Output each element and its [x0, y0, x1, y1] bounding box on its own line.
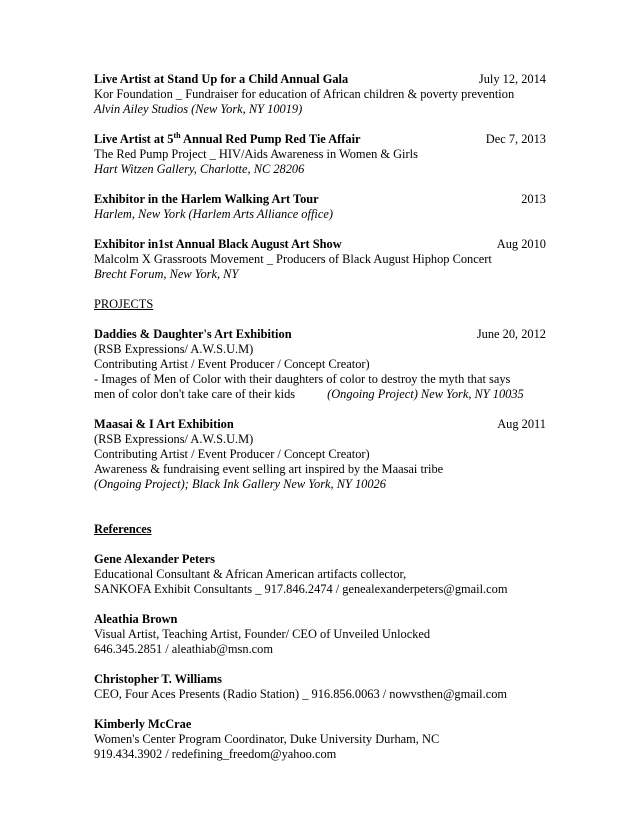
event-description: Kor Foundation _ Fundraiser for education of African children & poverty prevention	[94, 87, 515, 101]
project-date: Aug 2011	[497, 417, 546, 431]
reference-line: 646.345.2851 / aleathiab@msn.com	[94, 642, 273, 656]
event-title: Exhibitor in1st Annual Black August Art Show	[94, 237, 342, 251]
event-date: 2013	[521, 192, 546, 206]
event-description: Malcolm X Grassroots Movement _ Producers of Black August Hiphop Concert	[94, 252, 492, 266]
project-date: June 20, 2012	[476, 327, 546, 341]
reference-line: CEO, Four Aces Presents (Radio Station) _ 916.856.0063 / nowvsthen@gmail.com	[94, 687, 508, 701]
event-header	[94, 237, 546, 252]
project-line: (RSB Expressions/ A.W.S.U.M)	[94, 432, 254, 446]
event-title-superscript: th	[173, 130, 181, 140]
reference-name: Kimberly McCrae	[94, 717, 192, 731]
project-line: (RSB Expressions/ A.W.S.U.M)	[94, 342, 254, 356]
event-entry	[94, 132, 546, 177]
project-line-tail: (Ongoing Project) New York, NY 10035	[327, 387, 524, 401]
project-entry	[94, 417, 546, 492]
project-header	[94, 327, 546, 342]
reference-name: Gene Alexander Peters	[94, 552, 215, 566]
event-location: Harlem, New York (Harlem Arts Alliance office)	[94, 207, 333, 221]
reference-name: Aleathia Brown	[94, 612, 178, 626]
event-header	[94, 72, 546, 87]
project-line: Contributing Artist / Event Producer / Concept Creator)	[94, 447, 370, 461]
project-line: Contributing Artist / Event Producer / Concept Creator)	[94, 357, 370, 371]
reference-line: 919.434.3902 / redefining_freedom@yahoo.com	[94, 747, 337, 761]
event-location: Brecht Forum, New York, NY	[94, 267, 239, 281]
reference-line: Educational Consultant & African American artifacts collector,	[94, 567, 407, 581]
reference-entry	[94, 552, 546, 597]
event-entry	[94, 237, 546, 282]
resume-content	[94, 72, 546, 777]
event-entry	[94, 192, 546, 222]
project-line: Awareness & fundraising event selling art inspired by the Maasai tribe	[94, 462, 444, 476]
project-line: - Images of Men of Color with their daughters of color to destroy the myth that says	[94, 372, 511, 386]
project-title: Daddies & Daughter's Art Exhibition	[94, 327, 292, 341]
event-date: Dec 7, 2013	[485, 132, 546, 146]
reference-entry	[94, 672, 546, 702]
event-location: Alvin Ailey Studios (New York, NY 10019)	[94, 102, 303, 116]
event-entry	[94, 72, 546, 117]
reference-name: Christopher T. Williams	[94, 672, 222, 686]
reference-entry	[94, 612, 546, 657]
project-entry	[94, 327, 546, 402]
reference-line: Women's Center Program Coordinator, Duke University Durham, NC	[94, 732, 440, 746]
project-header	[94, 417, 546, 432]
event-title: Live Artist at Stand Up for a Child Annual Gala	[94, 72, 349, 86]
event-date: Aug 2010	[496, 237, 546, 251]
event-title: Exhibitor in the Harlem Walking Art Tour	[94, 192, 319, 206]
event-title	[94, 132, 361, 147]
project-location: (Ongoing Project); Black Ink Gallery New York, NY 10026	[94, 477, 386, 491]
projects-heading: PROJECTS	[94, 297, 154, 311]
references-heading: References	[94, 522, 152, 536]
event-header	[94, 132, 546, 147]
reference-line: SANKOFA Exhibit Consultants _ 917.846.2474 / genealexanderpeters@gmail.com	[94, 582, 508, 596]
reference-entry	[94, 717, 546, 762]
event-title-prefix: Live Artist at 5	[94, 132, 174, 146]
event-location: Hart Witzen Gallery, Charlotte, NC 28206	[94, 162, 305, 176]
event-description: The Red Pump Project _ HIV/Aids Awareness in Women & Girls	[94, 147, 418, 161]
event-date: July 12, 2014	[478, 72, 546, 86]
project-last-line	[94, 387, 546, 402]
event-title-suffix: Annual Red Pump Red Tie Affair	[180, 132, 361, 146]
project-title: Maasai & I Art Exhibition	[94, 417, 234, 431]
project-line-main: men of color don't take care of their kids	[94, 387, 296, 401]
event-header	[94, 192, 546, 207]
reference-line: Visual Artist, Teaching Artist, Founder/ CEO of Unveiled Unlocked	[94, 627, 431, 641]
